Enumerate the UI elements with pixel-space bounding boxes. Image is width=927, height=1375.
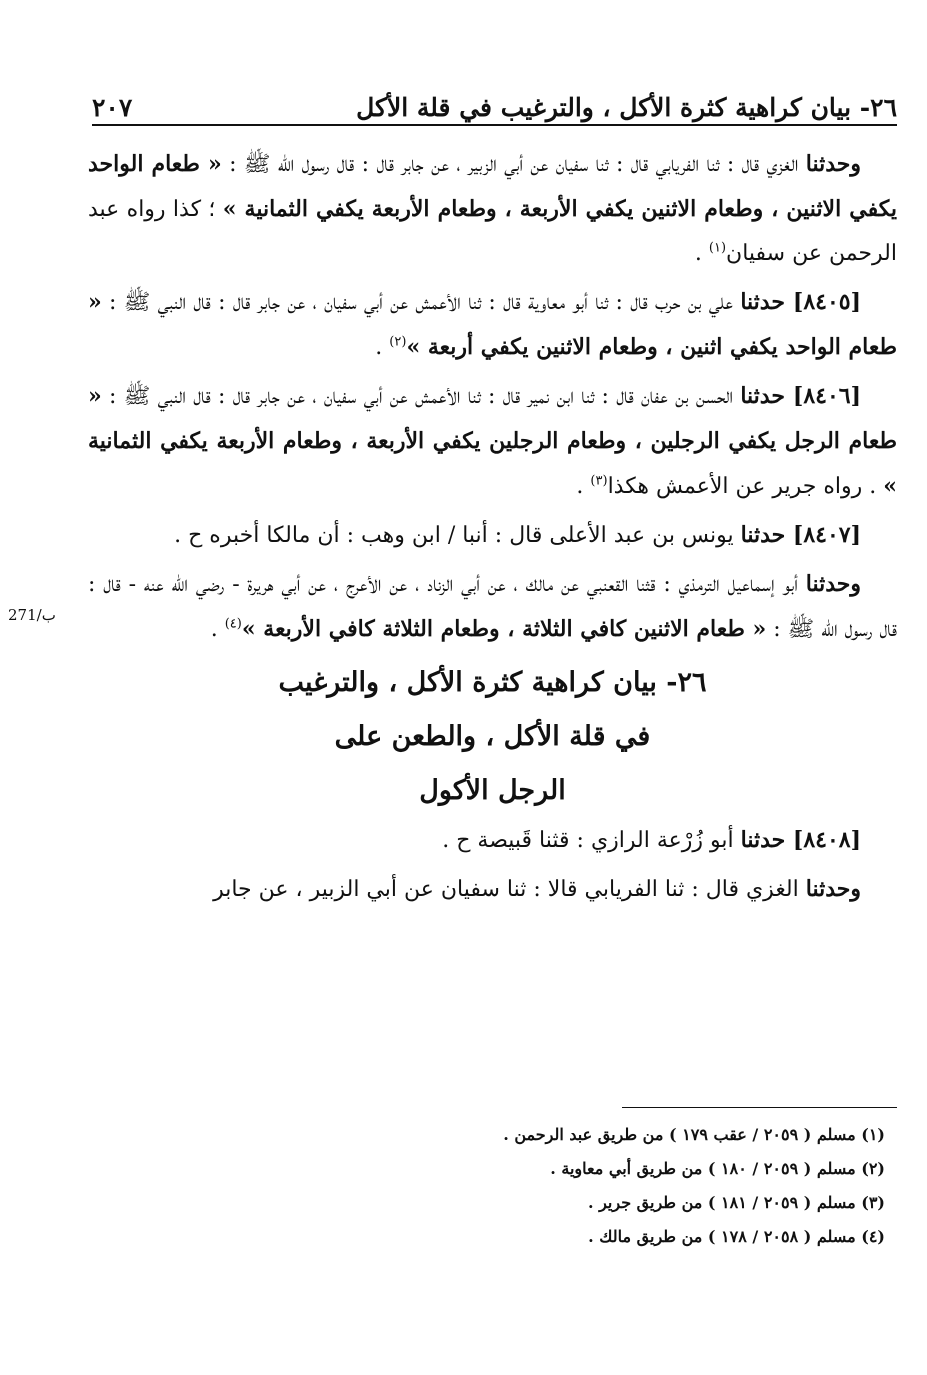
- narration-lead: [٨٤٠٦] حدثنا: [740, 383, 861, 409]
- narration-lead: [٨٤٠٧] حدثنا: [740, 522, 861, 548]
- hadith-paragraph: [88, 142, 897, 276]
- isnad-tail: ؛ كذا رواه عبد الرحمن عن سفيان: [88, 197, 897, 266]
- footnote: (٤) مسلم ( ٢٠٥٨ / ١٧٨ ) من طريق مالك .: [588, 1227, 885, 1246]
- isnad-text: يونس بن عبد الأعلى قال : أنبا / ابن وهب : أن مالكا أخبره ح .: [174, 523, 741, 548]
- footnote-divider: [622, 1107, 897, 1108]
- footnote: (٣) مسلم ( ٢٠٥٩ / ١٨١ ) من طريق جرير .: [587, 1193, 885, 1212]
- chapter-heading-line: ٢٦- بيان كراهية كثرة الأكل ، والترغيب: [278, 667, 707, 698]
- narration-lead: وحدثنا: [805, 571, 861, 597]
- hadith-paragraph: [88, 513, 897, 558]
- footnote-ref: (٤): [224, 616, 242, 632]
- isnad-text: أبو زُرْعة الرازي : قثنا قَبيصة ح .: [442, 828, 741, 853]
- isnad-text: علي بن حرب قال : ثنا أبو معاوية قال : ثنا الأعمش عن أبي سفيان ، عن جابر قال : قال النبي ﷺ :: [101, 290, 741, 315]
- paragraph-end: .: [375, 335, 390, 360]
- footnote: (٢) مسلم ( ٢٠٥٩ / ١٨٠ ) من طريق أبي معاوية .: [550, 1159, 885, 1178]
- hadith-matn: « طعام الواحد يكفي الاثنين ، وطعام الاثنين يكفي الأربعة ، وطعام الأربعة يكفي الثمانية »: [88, 151, 897, 222]
- manuscript-folio-note: 271/ب: [8, 606, 56, 624]
- footnote-ref: (٢): [389, 334, 407, 350]
- isnad-text: أبو إسماعيل الترمذي : قثنا القعنبي عن مالك ، عن أبي الزناد ، عن الأعرج ، عن أبي هريرة - رضي الله عنه - قال : قال رسول الله ﷺ :: [88, 572, 897, 642]
- hadith-matn: « طعام الاثنين كافي الثلاثة ، وطعام الثلاثة كافي الأربعة »: [241, 616, 767, 642]
- footnote-ref: (١): [708, 240, 727, 256]
- narration-lead: [٨٤٠٥] حدثنا: [740, 289, 861, 315]
- isnad-text: الغزي قال : ثنا الفريابي قالا : ثنا سفيان عن أبي الزبير ، عن جابر: [213, 877, 806, 902]
- paragraph-end: .: [694, 241, 709, 266]
- footnote-ref: (٣): [590, 473, 608, 489]
- isnad-tail: . رواه جرير عن الأعمش هكذا: [607, 474, 884, 499]
- hadith-paragraph: [88, 867, 897, 912]
- narration-lead: وحدثنا: [805, 876, 861, 902]
- paragraph-end: .: [576, 474, 591, 499]
- isnad-text: الحسن بن عفان قال : ثنا ابن نمير قال : ثنا الأعمش عن أبي سفيان ، عن جابر قال : قال النبي ﷺ :: [101, 384, 741, 409]
- hadith-paragraph: [88, 818, 897, 863]
- chapter-heading-line: في قلة الأكل ، والطعن على: [334, 721, 651, 752]
- running-header: [92, 74, 897, 122]
- narration-lead: وحدثنا: [805, 151, 861, 177]
- narration-lead: [٨٤٠٨] حدثنا: [740, 827, 861, 853]
- hadith-paragraph: [88, 280, 897, 370]
- main-text: [88, 142, 897, 916]
- hadith-paragraph: [88, 374, 897, 509]
- chapter-heading: [88, 656, 897, 818]
- hadith-matn: « طعام الرجل يكفي الرجلين ، وطعام الرجلين يكفي الأربعة ، وطعام الأربعة يكفي الثمانية »: [88, 383, 898, 499]
- chapter-heading-line: الرجل الأكول: [419, 775, 566, 806]
- page-number: ٢٠٧: [92, 93, 133, 122]
- header-divider: [92, 124, 897, 126]
- footnotes: [88, 1118, 897, 1254]
- hadith-paragraph: [88, 562, 897, 652]
- hadith-matn: « طعام الواحد يكفي اثنين ، وطعام الاثنين يكفي أربعة »: [88, 289, 897, 360]
- paragraph-end: .: [210, 617, 225, 642]
- isnad-text: الغزي قال : ثنا الفريابي قال : ثنا سفيان عن أبي الزبير ، عن جابر قال : قال رسول الله ﷺ :: [221, 152, 806, 177]
- chapter-running-title: ٢٦- بيان كراهية كثرة الأكل ، والترغيب في قلة الأكل: [356, 93, 897, 122]
- footnote: (١) مسلم ( ٢٠٥٩ / عقب ١٧٩ ) من طريق عبد الرحمن .: [503, 1125, 885, 1144]
